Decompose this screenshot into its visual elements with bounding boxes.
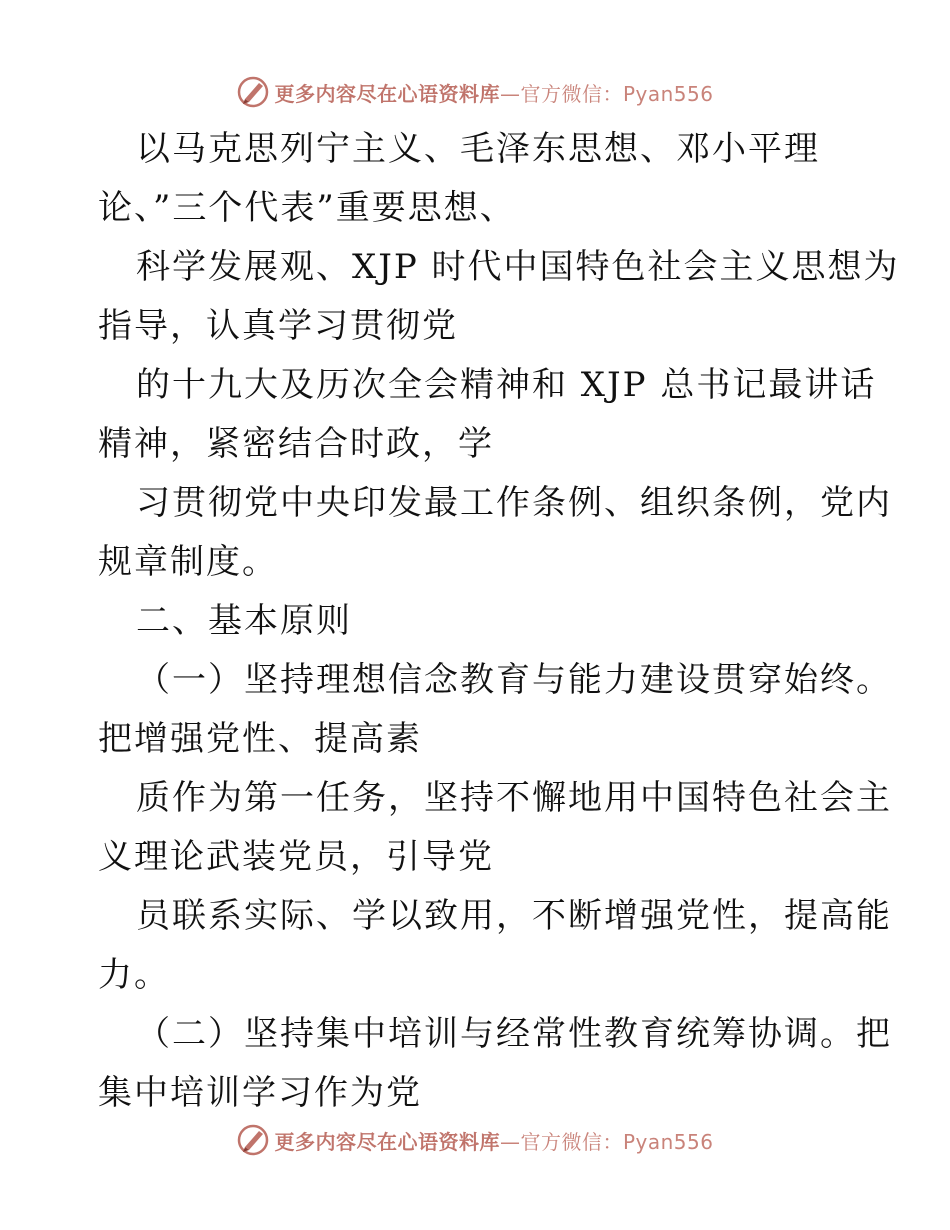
text-line: 科学发展观、XJP 时代中国特色社会主义思想为	[136, 247, 900, 287]
text-line: 力。	[98, 955, 170, 995]
watermark-lead: 更多内容尽在心语资料库	[274, 81, 500, 106]
text-line: 的十九大及历次全会精神和 XJP 总书记最讲话	[136, 365, 877, 405]
text-line: 论、”三个代表”重要思想、	[98, 188, 516, 228]
text-line: 规章制度。	[98, 542, 278, 582]
watermark-footer	[0, 1120, 950, 1160]
watermark-text	[274, 1126, 713, 1155]
watermark-text	[274, 78, 713, 107]
text-line: 指导，认真学习贯彻党	[98, 306, 458, 346]
text-line: （二）坚持集中培训与经常性教育统筹协调。把	[136, 1014, 892, 1054]
watermark-rest: —官方微信：Pyan556	[499, 1129, 714, 1154]
text-line: 精神，紧密结合时政，学	[98, 424, 494, 464]
pen-logo-icon	[236, 75, 270, 109]
watermark-rest: —官方微信：Pyan556	[499, 81, 714, 106]
section-heading: 二、基本原则	[136, 601, 352, 641]
text-line: （一）坚持理想信念教育与能力建设贯穿始终。	[136, 660, 892, 700]
document-body	[98, 120, 900, 1123]
text-line: 以马克思列宁主义、毛泽东思想、邓小平理	[136, 129, 820, 169]
pen-logo-icon	[236, 1123, 270, 1157]
text-line: 质作为第一任务，坚持不懈地用中国特色社会主	[136, 778, 892, 818]
text-line: 习贯彻党中央印发最工作条例、组织条例，党内	[136, 483, 892, 523]
watermark-header	[0, 72, 950, 112]
text-line: 员联系实际、学以致用，不断增强党性，提高能	[136, 896, 892, 936]
text-line: 把增强党性、提高素	[98, 719, 422, 759]
watermark-lead: 更多内容尽在心语资料库	[274, 1129, 500, 1154]
text-line: 集中培训学习作为党	[98, 1073, 422, 1113]
text-line: 义理论武装党员，引导党	[98, 837, 494, 877]
